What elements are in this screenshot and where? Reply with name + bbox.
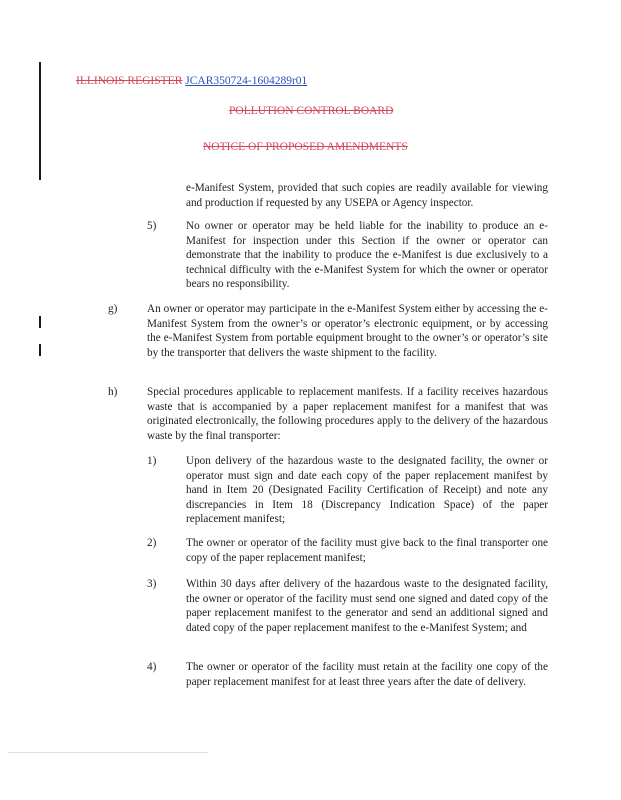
subitem-1-label: 1)	[147, 455, 157, 467]
register-struck-text: ILLINOIS REGISTER	[76, 75, 183, 87]
change-bar	[39, 62, 41, 180]
subitem-3-text: Within 30 days after delivery of the hazardous waste to the designated facility, the owner or operator of the facility must send one signed and dated copy of the paper replacement manifest to the generator and send an additional signed and dated copy of the paper replacement manifest to the e-Manifest System; and	[186, 578, 548, 634]
change-bar	[39, 344, 41, 356]
item-h-label: h)	[108, 386, 118, 398]
notice-title: NOTICE OF PROPOSED AMENDMENTS	[203, 141, 408, 153]
board-title: POLLUTION CONTROL BOARD	[229, 105, 394, 117]
footer-rule	[8, 752, 208, 753]
continuation-paragraph: e-Manifest System, provided that such copies are readily available for viewing and production if requested by any USEPA or Agency inspector.	[186, 182, 548, 209]
item-5-text: No owner or operator may be held liable for the inability to produce an e-Manifest for inspection under this Section if the owner or operator can demonstrate that the inability to produce the e-Manifest is due exclusively to a technical difficulty with the e-Manifest System for which the owner or operator bears no responsibility.	[186, 220, 548, 291]
item-h-text: Special procedures applicable to replacement manifests. If a facility receives hazardous waste that is accompanied by a paper replacement manifest for a manifest that was originated electronically, the following procedures apply to the delivery of the hazardous waste by the final transporter:	[147, 386, 548, 442]
item-5-label: 5)	[147, 220, 157, 232]
register-inserted-text: JCAR350724-1604289r01	[185, 75, 308, 87]
change-bar	[39, 316, 41, 328]
subitem-2-text: The owner or operator of the facility must give back to the final transporter one copy of the paper replacement manifest;	[186, 537, 548, 564]
subitem-4-text: The owner or operator of the facility must retain at the facility one copy of the paper replacement manifest for at least three years after the date of delivery.	[186, 661, 548, 688]
subitem-2-label: 2)	[147, 537, 157, 549]
subitem-3-label: 3)	[147, 578, 157, 590]
register-header	[76, 74, 307, 89]
item-g-label: g)	[108, 303, 118, 315]
subitem-1-text: Upon delivery of the hazardous waste to the designated facility, the owner or operator must sign and date each copy of the paper replacement manifest by hand in Item 20 (Designated Facility Certification of Receipt) and note any discrepancies in Item 18 (Discrepancy Indication Space) of the paper replacement manifest;	[186, 455, 548, 526]
subitem-4-label: 4)	[147, 661, 157, 673]
item-g-text: An owner or operator may participate in the e-Manifest System either by accessing the e-Manifest System from the owner’s or operator’s electronic equipment, or by accessing the e-Manifest System from portable equipment brought to the owner’s or operator’s site by the transporter that delivers the waste shipment to the facility.	[147, 303, 548, 359]
